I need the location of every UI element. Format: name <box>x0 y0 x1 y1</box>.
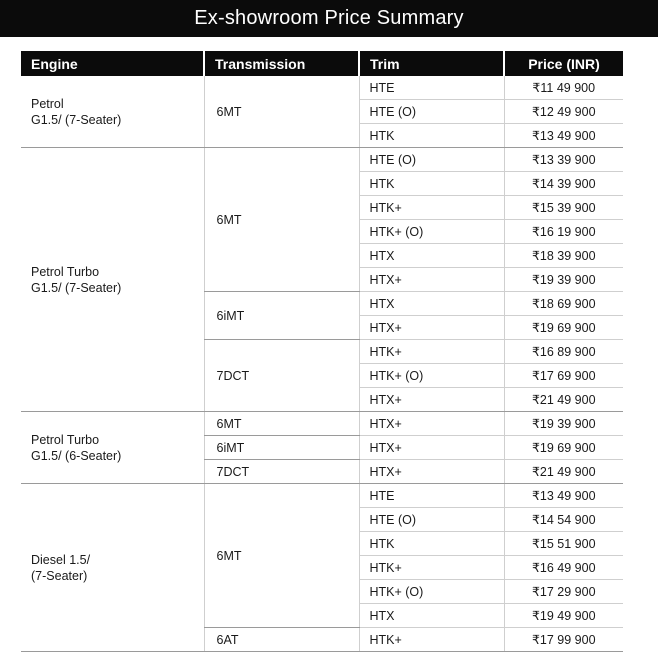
trim-cell: HTX+ <box>359 436 504 460</box>
engine-cell <box>21 412 204 484</box>
price-cell: ₹19 69 900 <box>504 436 623 460</box>
header-row <box>21 51 623 76</box>
price-cell: ₹21 49 900 <box>504 460 623 484</box>
page-title: Ex-showroom Price Summary <box>194 7 464 29</box>
transmission-cell: 6MT <box>204 148 359 292</box>
engine-name: Petrol <box>31 96 64 111</box>
trim-cell: HTX <box>359 604 504 628</box>
price-cell: ₹17 99 900 <box>504 628 623 652</box>
trim-cell: HTK+ <box>359 628 504 652</box>
engine-variant: G1.5/ (6-Seater) <box>31 448 122 463</box>
trim-cell: HTE <box>359 484 504 508</box>
price-cell: ₹16 49 900 <box>504 556 623 580</box>
price-cell: ₹15 39 900 <box>504 196 623 220</box>
engine-name: Petrol Turbo <box>31 432 100 447</box>
trim-cell: HTE (O) <box>359 508 504 532</box>
engine-variant: G1.5/ (7-Seater) <box>31 112 122 127</box>
header-trim: Trim <box>359 51 504 76</box>
price-cell: ₹19 49 900 <box>504 604 623 628</box>
price-table <box>21 51 623 652</box>
header-transmission: Transmission <box>204 51 359 76</box>
price-cell: ₹17 69 900 <box>504 364 623 388</box>
trim-cell: HTX <box>359 244 504 268</box>
price-cell: ₹18 69 900 <box>504 292 623 316</box>
engine-cell <box>21 76 204 148</box>
title-bar <box>0 0 658 37</box>
trim-cell: HTX+ <box>359 268 504 292</box>
transmission-cell: 6MT <box>204 76 359 148</box>
trim-cell: HTE <box>359 76 504 100</box>
transmission-cell: 6iMT <box>204 292 359 340</box>
table-row <box>21 76 623 100</box>
trim-cell: HTE (O) <box>359 148 504 172</box>
price-cell: ₹12 49 900 <box>504 100 623 124</box>
table-row <box>21 148 623 172</box>
trim-cell: HTX+ <box>359 412 504 436</box>
trim-cell: HTK+ <box>359 340 504 364</box>
price-cell: ₹17 29 900 <box>504 580 623 604</box>
price-cell: ₹14 39 900 <box>504 172 623 196</box>
trim-cell: HTK+ (O) <box>359 220 504 244</box>
trim-cell: HTK+ <box>359 196 504 220</box>
engine-variant: (7-Seater) <box>31 568 88 583</box>
transmission-cell: 7DCT <box>204 460 359 484</box>
trim-cell: HTX+ <box>359 460 504 484</box>
price-cell: ₹14 54 900 <box>504 508 623 532</box>
table-row <box>21 412 623 436</box>
price-cell: ₹11 49 900 <box>504 76 623 100</box>
transmission-cell: 6MT <box>204 412 359 436</box>
table-row <box>21 484 623 508</box>
transmission-cell: 7DCT <box>204 340 359 412</box>
engine-cell <box>21 484 204 652</box>
trim-cell: HTK <box>359 124 504 148</box>
trim-cell: HTE (O) <box>359 100 504 124</box>
trim-cell: HTK+ (O) <box>359 364 504 388</box>
trim-cell: HTK+ <box>359 556 504 580</box>
price-cell: ₹13 39 900 <box>504 148 623 172</box>
engine-cell <box>21 148 204 412</box>
header-price: Price (INR) <box>504 51 623 76</box>
transmission-cell: 6MT <box>204 484 359 628</box>
price-cell: ₹19 39 900 <box>504 412 623 436</box>
engine-name: Petrol Turbo <box>31 264 100 279</box>
trim-cell: HTX <box>359 292 504 316</box>
price-cell: ₹19 69 900 <box>504 316 623 340</box>
trim-cell: HTK <box>359 532 504 556</box>
price-cell: ₹13 49 900 <box>504 124 623 148</box>
trim-cell: HTK+ (O) <box>359 580 504 604</box>
price-cell: ₹16 89 900 <box>504 340 623 364</box>
price-cell: ₹18 39 900 <box>504 244 623 268</box>
engine-variant: G1.5/ (7-Seater) <box>31 280 122 295</box>
trim-cell: HTX+ <box>359 388 504 412</box>
transmission-cell: 6AT <box>204 628 359 652</box>
header-engine: Engine <box>21 51 204 76</box>
price-cell: ₹19 39 900 <box>504 268 623 292</box>
trim-cell: HTK <box>359 172 504 196</box>
price-cell: ₹16 19 900 <box>504 220 623 244</box>
price-cell: ₹21 49 900 <box>504 388 623 412</box>
transmission-cell: 6iMT <box>204 436 359 460</box>
trim-cell: HTX+ <box>359 316 504 340</box>
price-cell: ₹13 49 900 <box>504 484 623 508</box>
engine-name: Diesel 1.5/ <box>31 552 91 567</box>
price-cell: ₹15 51 900 <box>504 532 623 556</box>
